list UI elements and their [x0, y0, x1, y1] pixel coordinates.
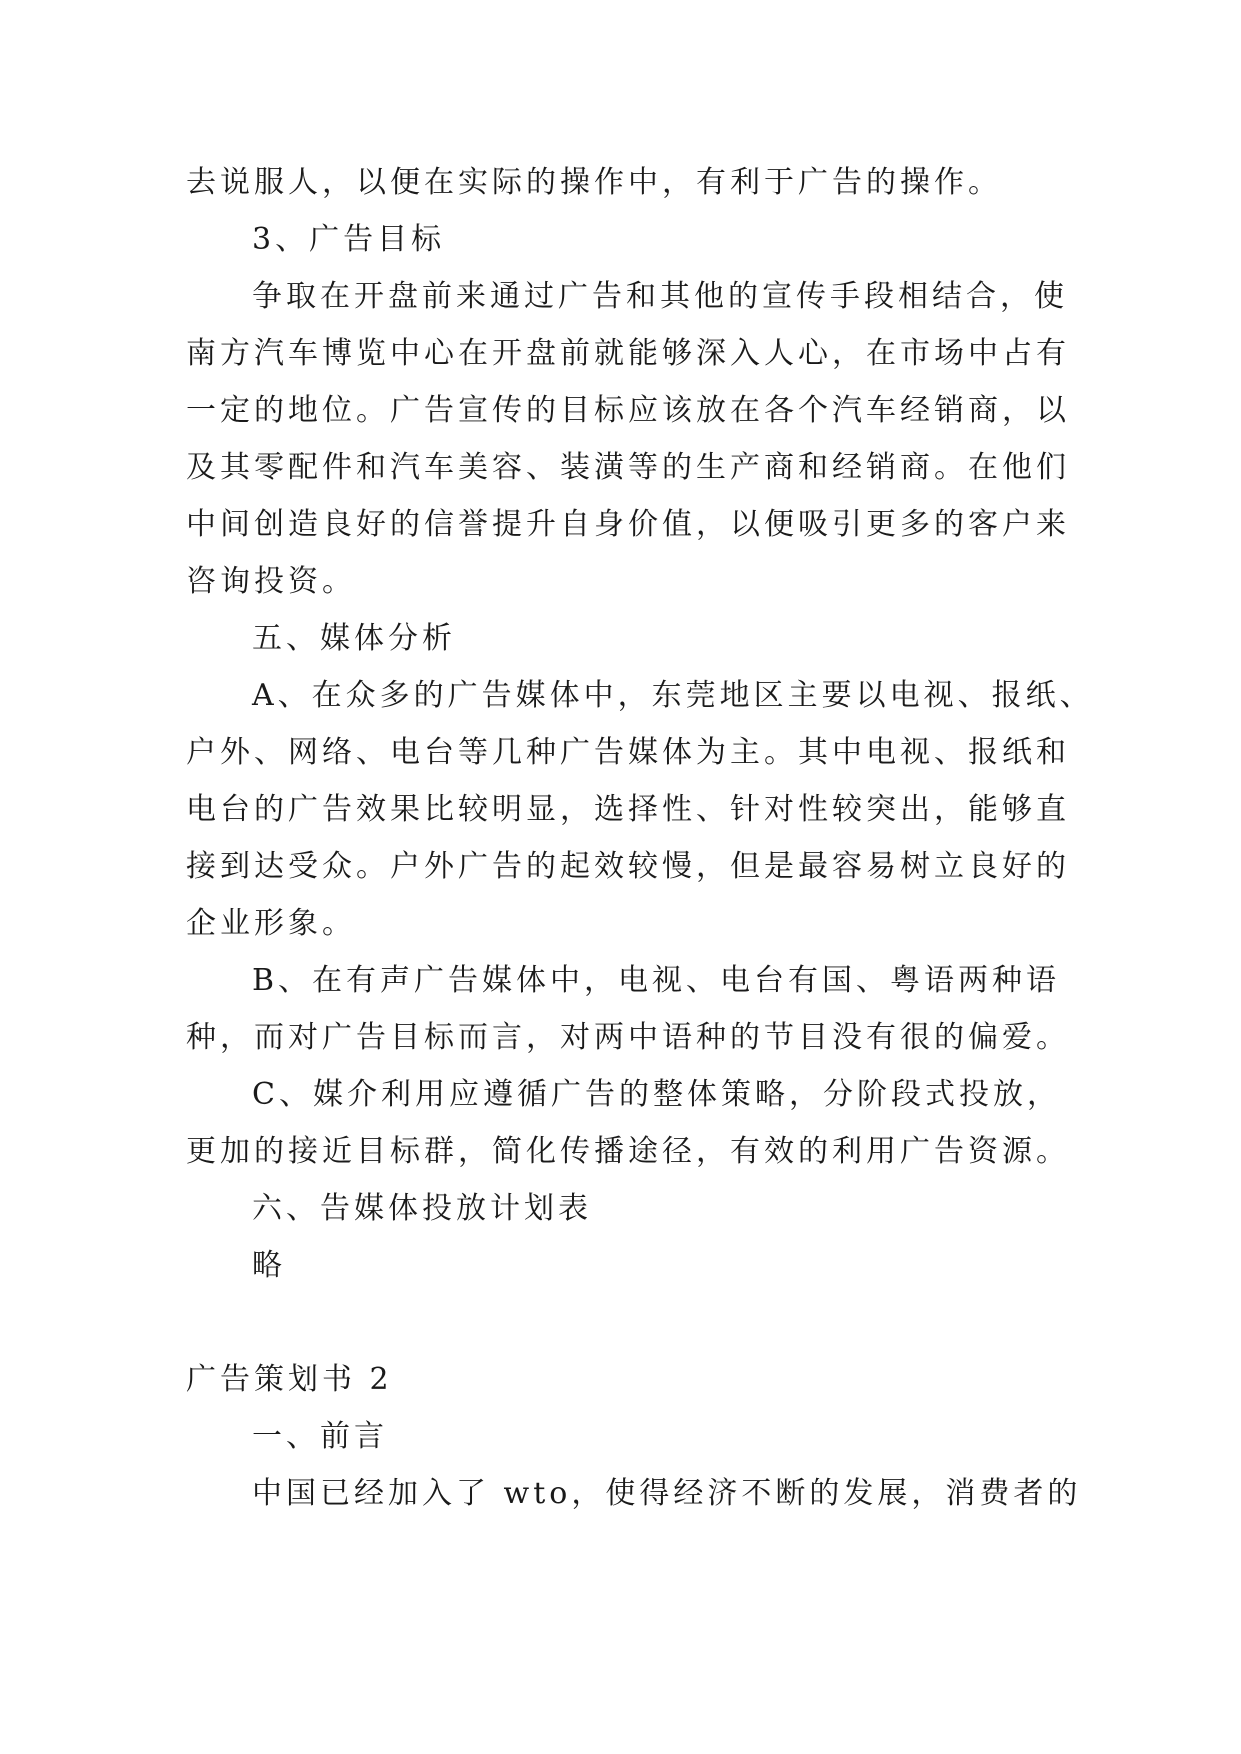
body-text-line: 南方汽车博览中心在开盘前就能够深入人心，在市场中占有 — [186, 336, 1070, 371]
body-text-line: 一定的地位。广告宣传的目标应该放在各个汽车经销商，以 — [186, 393, 1070, 428]
body-text-line: 去说服人，以便在实际的操作中，有利于广告的操作。 — [186, 165, 1002, 200]
body-text-line: 户外、网络、电台等几种广告媒体为主。其中电视、报纸和 — [186, 735, 1070, 770]
body-text-line: B、在有声广告媒体中，电视、电台有国、粤语两种语 — [252, 963, 1061, 998]
body-text-line: 接到达受众。户外广告的起效较慢，但是最容易树立良好的 — [186, 849, 1070, 884]
document-title: 广告策划书 2 — [186, 1362, 393, 1397]
body-text-line: 更加的接近目标群，简化传播途径，有效的利用广告资源。 — [186, 1134, 1070, 1169]
section-heading: 3、广告目标 — [252, 222, 446, 257]
body-text-line: 中间创造良好的信誉提升自身价值，以便吸引更多的客户来 — [186, 507, 1070, 542]
body-text-line: 争取在开盘前来通过广告和其他的宣传手段相结合，使 — [252, 279, 1068, 314]
body-text-line: 咨询投资。 — [186, 564, 356, 599]
body-text-line: 及其零配件和汽车美容、装潢等的生产商和经销商。在他们 — [186, 450, 1070, 485]
body-text-line: 中国已经加入了 wto，使得经济不断的发展，消费者的 — [252, 1476, 1082, 1511]
section-heading: 一、前言 — [252, 1419, 388, 1454]
body-text-line: 略 — [252, 1248, 286, 1283]
section-heading: 五、媒体分析 — [252, 621, 456, 656]
body-text-line: A、在众多的广告媒体中，东莞地区主要以电视、报纸、 — [252, 678, 1094, 713]
body-text-line: 企业形象。 — [186, 906, 356, 941]
body-text-line: C、媒介利用应遵循广告的整体策略，分阶段式投放， — [252, 1077, 1061, 1112]
body-text-line: 种，而对广告目标而言，对两中语种的节目没有很的偏爱。 — [186, 1020, 1070, 1055]
body-text-line: 电台的广告效果比较明显，选择性、针对性较突出，能够直 — [186, 792, 1070, 827]
section-heading: 六、告媒体投放计划表 — [252, 1191, 592, 1226]
